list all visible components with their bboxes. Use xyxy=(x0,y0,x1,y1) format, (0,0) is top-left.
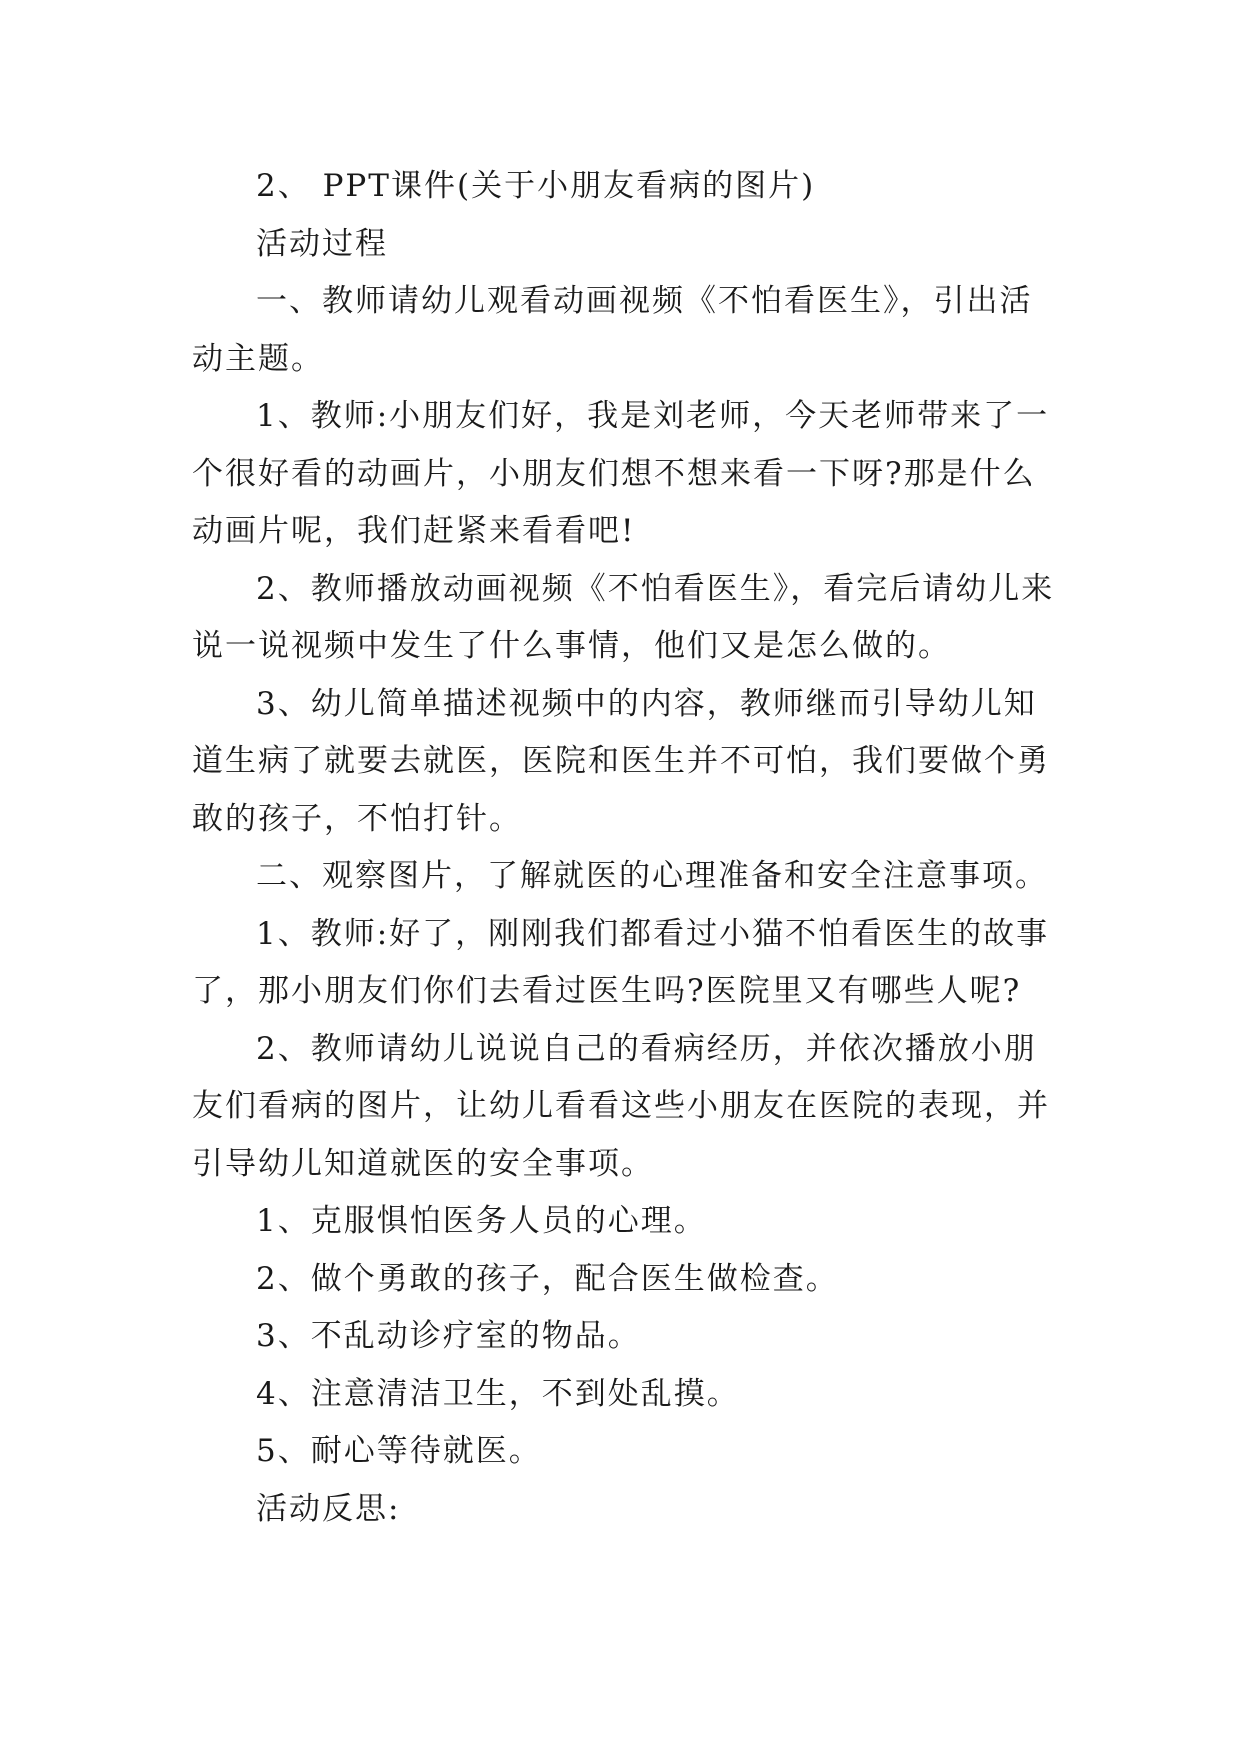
heading-activity-reflection: 活动反思: xyxy=(256,1490,401,1527)
list-item-4: 4、注意清洁卫生，不到处乱摸。 xyxy=(256,1375,740,1412)
paragraph-section-two: 二、观察图片，了解就医的心理准备和安全注意事项。 xyxy=(256,858,1048,894)
paragraph-step-1: 1、教师:小朋友们好，我是刘老师，今天老师带来了一个很好看的动画片，小朋友们想不想来看一下呀?那是什么动画片呢，我们赶紧来看看吧! xyxy=(192,398,1050,549)
document-body xyxy=(192,158,1062,1538)
list-item-3: 3、不乱动诊疗室的物品。 xyxy=(256,1318,641,1354)
paragraph-step-2: 2、教师播放动画视频《不怕看医生》，看完后请幼儿来说一说视频中发生了什么事情，他们又是怎么做的。 xyxy=(192,570,1055,664)
paragraph-section-one: 一、教师请幼儿观看动画视频《不怕看医生》，引出活动主题。 xyxy=(192,283,1033,377)
paragraph-step-2b: 2、教师请幼儿说说自己的看病经历，并依次播放小朋友们看病的图片，让幼儿看看这些小朋友在医院的表现，并引导幼儿知道就医的安全事项。 xyxy=(192,1030,1050,1182)
heading-activity-process: 活动过程 xyxy=(256,225,388,262)
list-item-5: 5、耐心等待就医。 xyxy=(256,1433,542,1469)
paragraph-materials-ppt: 2、 PPT课件(关于小朋友看病的图片) xyxy=(256,168,816,204)
paragraph-step-3: 3、幼儿简单描述视频中的内容，教师继而引导幼儿知道生病了就要去就医，医院和医生并不可怕，我们要做个勇敢的孩子，不怕打针。 xyxy=(192,685,1050,837)
list-item-1: 1、克服惧怕医务人员的心理。 xyxy=(256,1203,707,1239)
list-item-2: 2、做个勇敢的孩子，配合医生做检查。 xyxy=(256,1260,839,1297)
paragraph-step-1b: 1、教师:好了，刚刚我们都看过小猫不怕看医生的故事了，那小朋友们你们去看过医生吗?医院里又有哪些人呢? xyxy=(192,915,1050,1009)
